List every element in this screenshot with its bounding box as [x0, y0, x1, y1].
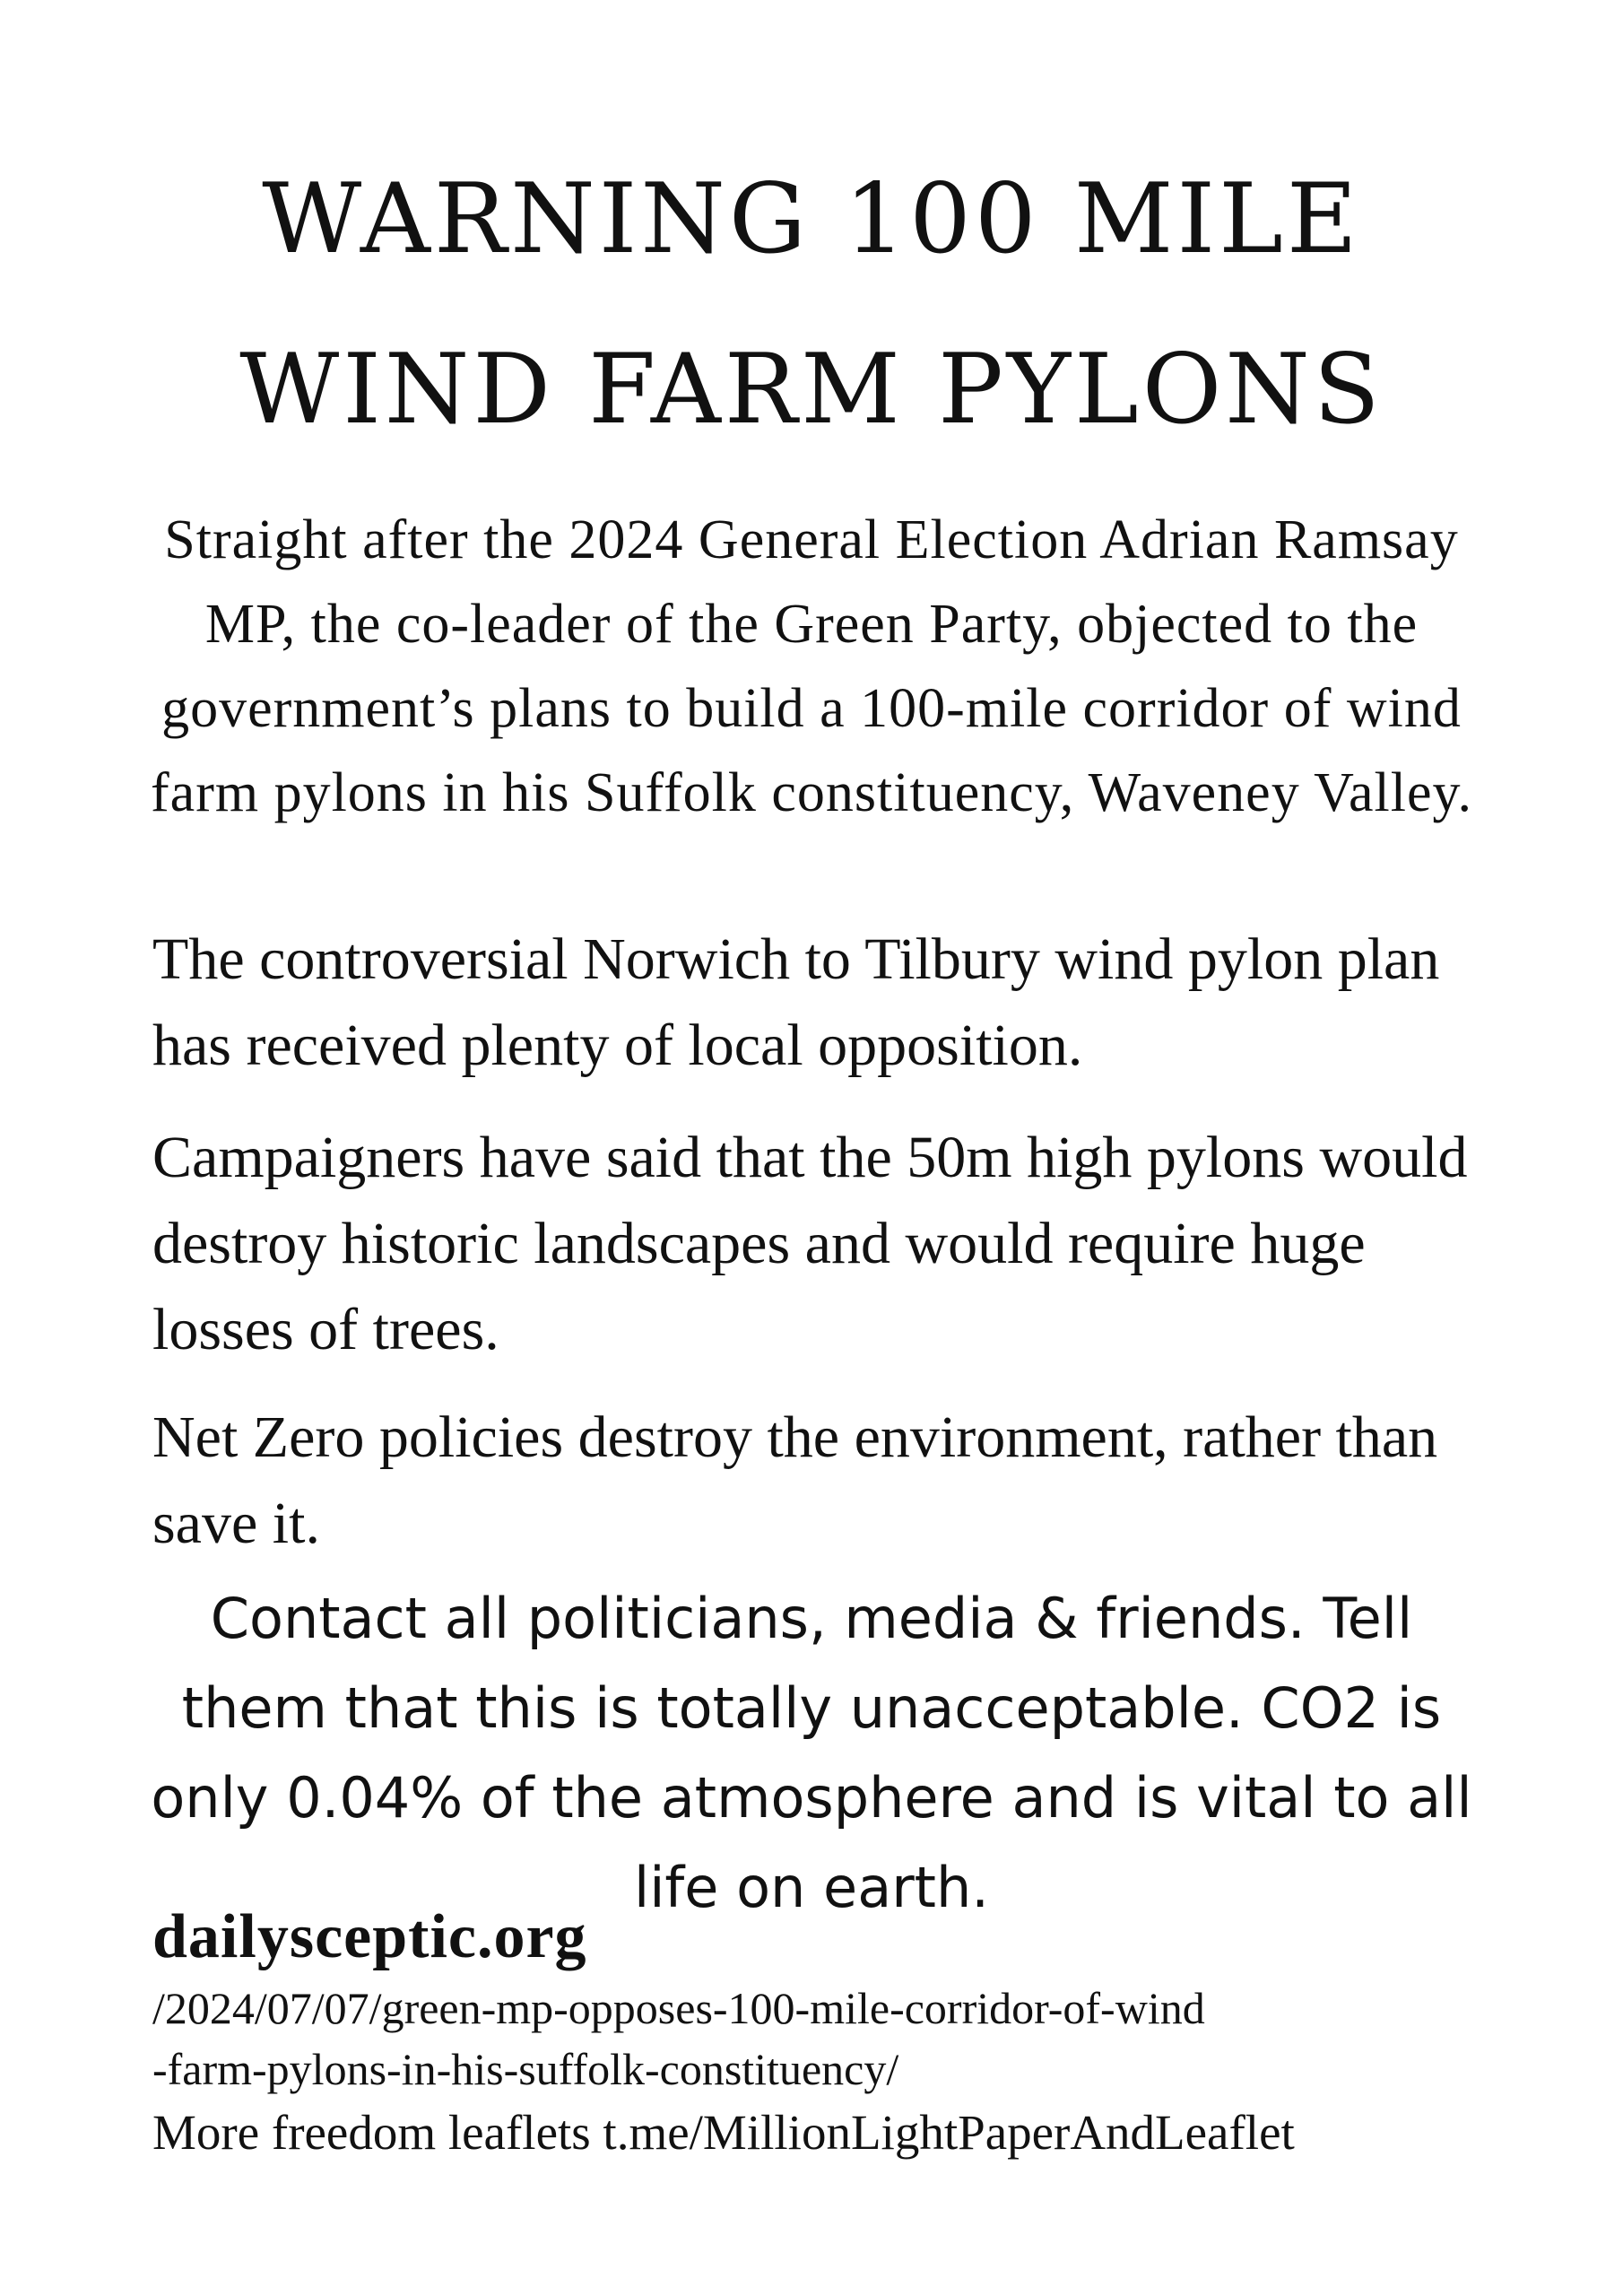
leaflet-title: [0, 135, 1623, 475]
paragraph-campaigners: Campaigners have said that the 50m high pylons would destroy historic landscapes and would require huge losses of trees.: [152, 1125, 1468, 1362]
source-block: [152, 1897, 1515, 2166]
paragraph-net-zero: Net Zero policies destroy the environment, rather than save it.: [152, 1405, 1438, 1556]
paragraph-opposition: The controversial Norwich to Tilbury wind pylon plan has received plenty of local opposition.: [152, 926, 1440, 1078]
source-path-line-2: -farm-pylons-in-his-suffolk-constituency/: [152, 2044, 899, 2094]
paragraph-intro: Straight after the 2024 General Election Adrian Ramsay MP, the co-leader of the Green Party, objected to the government’s plans to build a 100-mile corridor of wind farm pylons in his Suffolk constituency, Waveney Valley.: [151, 509, 1472, 823]
source-domain: dailysceptic.org: [152, 1902, 587, 1971]
more-leaflets-line: More freedom leaflets t.me/MillionLightPaperAndLeaflet: [152, 2105, 1295, 2160]
source-path-line-1: /2024/07/07/green-mp-opposes-100-mile-corridor-of-wind: [152, 1983, 1205, 2033]
title-line-2: WIND FARM PYLONS: [239, 334, 1384, 446]
title-line-1: WARNING 100 MILE: [262, 163, 1361, 275]
call-to-action: Contact all politicians, media & friends. Tell them that this is totally unacceptable. CO2 is only 0.04% of the atmosphere and is vital to all life on earth.: [151, 1586, 1472, 1920]
